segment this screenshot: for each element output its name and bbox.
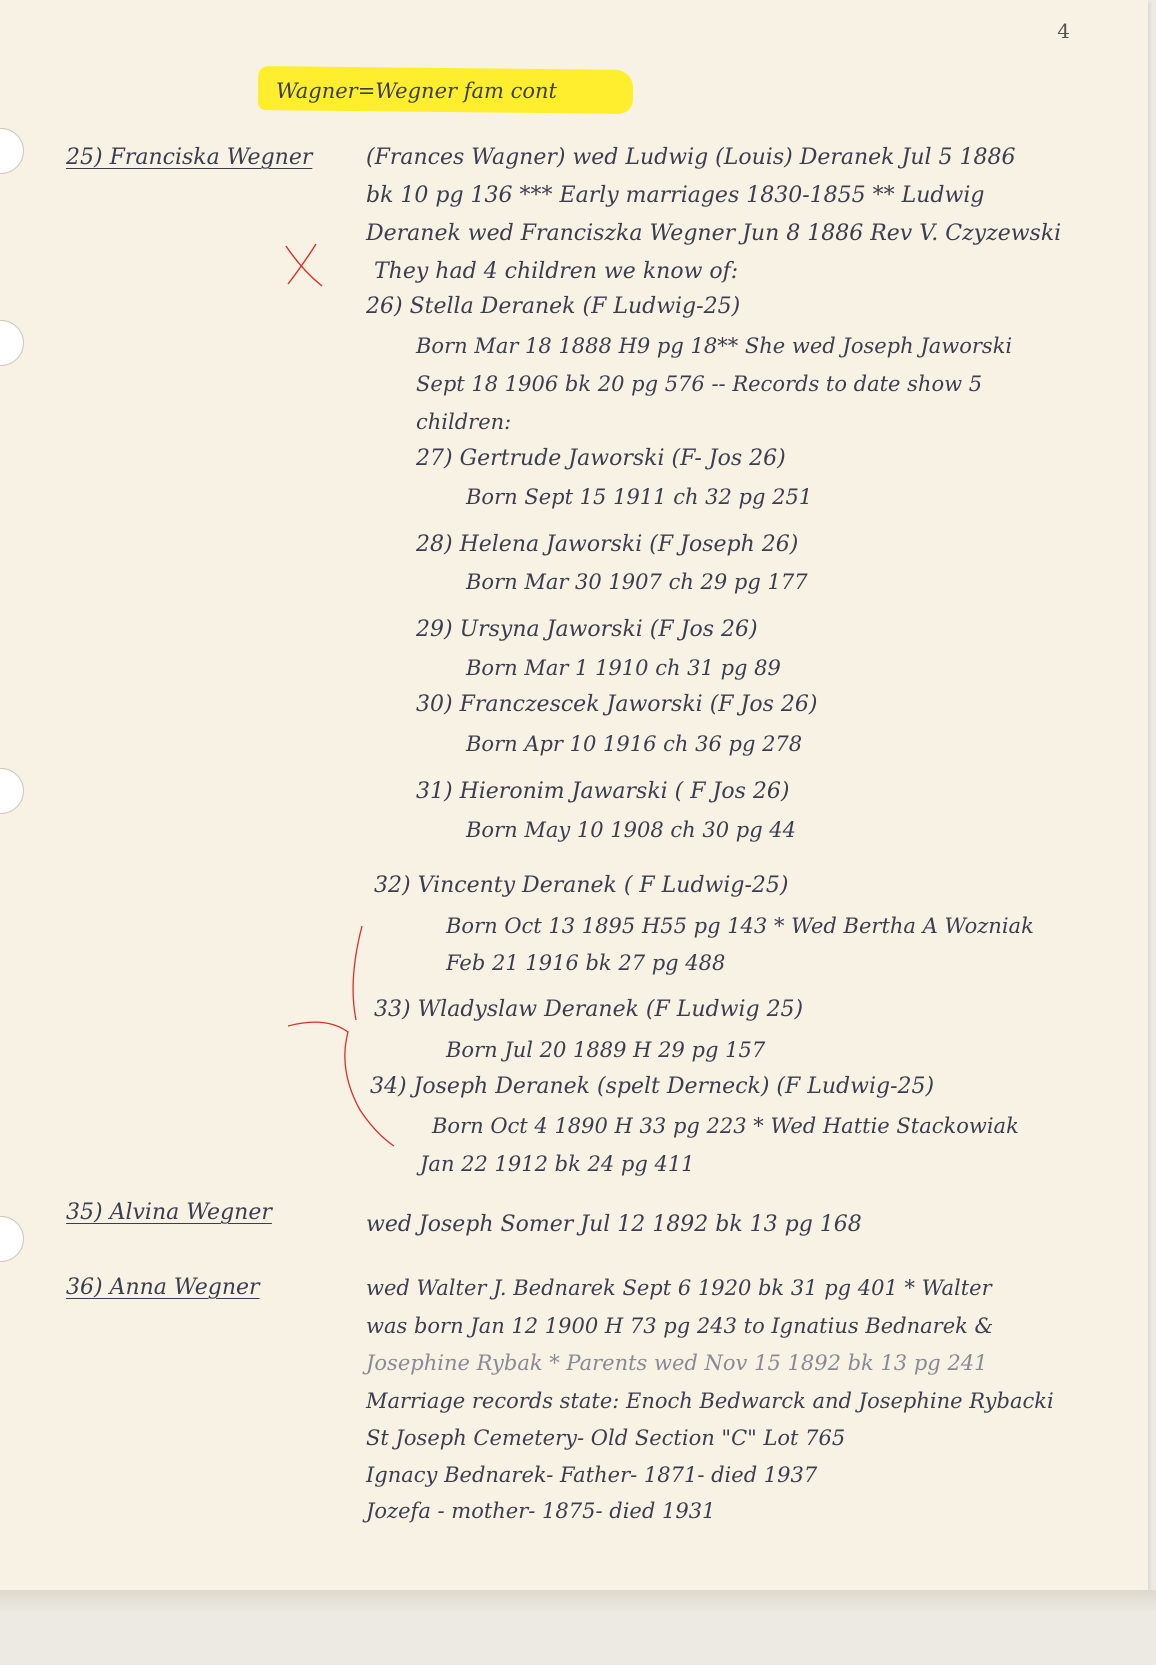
entry-31-born: Born May 10 1908 ch 30 pg 44 [466, 818, 797, 842]
entry-30-born: Born Apr 10 1916 ch 36 pg 278 [466, 732, 803, 756]
entry-36-name: 36) Anna Wegner [66, 1275, 260, 1300]
entry-32-line: Feb 21 1916 bk 27 pg 488 [446, 951, 726, 975]
entry-25-line: Deranek wed Franciszka Wegner Jun 8 1886 Rev V. Czyzewski [366, 221, 1062, 246]
entry-36-line: Jozefa - mother- 1875- died 1931 [366, 1499, 716, 1523]
entry-28-name: 28) Helena Jaworski (F Joseph 26) [416, 532, 799, 557]
entry-29-name: 29) Ursyna Jaworski (F Jos 26) [416, 617, 758, 642]
entry-26-line: children: [416, 410, 512, 434]
entry-35-name: 35) Alvina Wegner [66, 1200, 272, 1225]
entry-26-name: 26) Stella Deranek (F Ludwig-25) [366, 294, 741, 319]
page-number: 4 [1057, 19, 1070, 43]
entry-28-born: Born Mar 30 1907 ch 29 pg 177 [466, 570, 808, 594]
entry-30-name: 30) Franczescek Jaworski (F Jos 26) [416, 692, 818, 717]
entry-26-line: Born Mar 18 1888 H9 pg 18** She wed Joseph Jaworski [416, 334, 1013, 358]
entry-36-line: St Joseph Cemetery- Old Section "C" Lot 765 [366, 1426, 846, 1450]
entry-33-born: Born Jul 20 1889 H 29 pg 157 [446, 1038, 766, 1062]
entry-25-line: bk 10 pg 136 *** Early marriages 1830-1855 ** Ludwig [366, 183, 985, 208]
binder-hole [0, 1216, 24, 1262]
entry-31-name: 31) Hieronim Jawarski ( F Jos 26) [416, 779, 790, 804]
entry-36-line: wed Walter J. Bednarek Sept 6 1920 bk 31 pg 401 * Walter [366, 1276, 992, 1300]
binder-hole [0, 320, 24, 366]
entry-26-line: Sept 18 1906 bk 20 pg 576 -- Records to date show 5 [416, 372, 983, 396]
page-heading: Wagner=Wegner fam cont [276, 79, 557, 103]
entry-33-name: 33) Wladyslaw Deranek (F Ludwig 25) [374, 997, 804, 1022]
scan-bottom-edge [0, 1590, 1156, 1665]
entry-25-line: They had 4 children we know of: [374, 259, 739, 284]
binder-hole [0, 768, 24, 814]
entry-36-line: Ignacy Bednarek- Father- 1871- died 1937 [366, 1463, 818, 1487]
entry-35-line: wed Joseph Somer Jul 12 1892 bk 13 pg 168 [366, 1212, 862, 1237]
binder-hole [0, 128, 24, 174]
red-bracket-mark [286, 920, 396, 1150]
entry-27-name: 27) Gertrude Jaworski (F- Jos 26) [416, 446, 786, 471]
entry-25-line: (Frances Wagner) wed Ludwig (Louis) Deranek Jul 5 1886 [366, 145, 1016, 170]
entry-27-born: Born Sept 15 1911 ch 32 pg 251 [466, 485, 813, 509]
red-x-mark [282, 240, 326, 290]
entry-25-name: 25) Franciska Wegner [66, 145, 313, 170]
entry-32-name: 32) Vincenty Deranek ( F Ludwig-25) [374, 873, 789, 898]
entry-36-line: Marriage records state: Enoch Bedwarck and Josephine Rybacki [366, 1389, 1054, 1413]
entry-32-line: Born Oct 13 1895 H55 pg 143 * Wed Bertha A Wozniak [446, 914, 1034, 938]
entry-34-line: Born Oct 4 1890 H 33 pg 223 * Wed Hattie Stackowiak [432, 1114, 1019, 1138]
entry-34-name: 34) Joseph Deranek (spelt Derneck) (F Ludwig-25) [370, 1074, 935, 1099]
entry-29-born: Born Mar 1 1910 ch 31 pg 89 [466, 656, 781, 680]
entry-36-line: was born Jan 12 1900 H 73 pg 243 to Ignatius Bednarek & [366, 1314, 994, 1338]
entry-34-line: Jan 22 1912 bk 24 pg 411 [420, 1152, 695, 1176]
entry-36-line: Josephine Rybak * Parents wed Nov 15 1892 bk 13 pg 241 [366, 1351, 988, 1375]
